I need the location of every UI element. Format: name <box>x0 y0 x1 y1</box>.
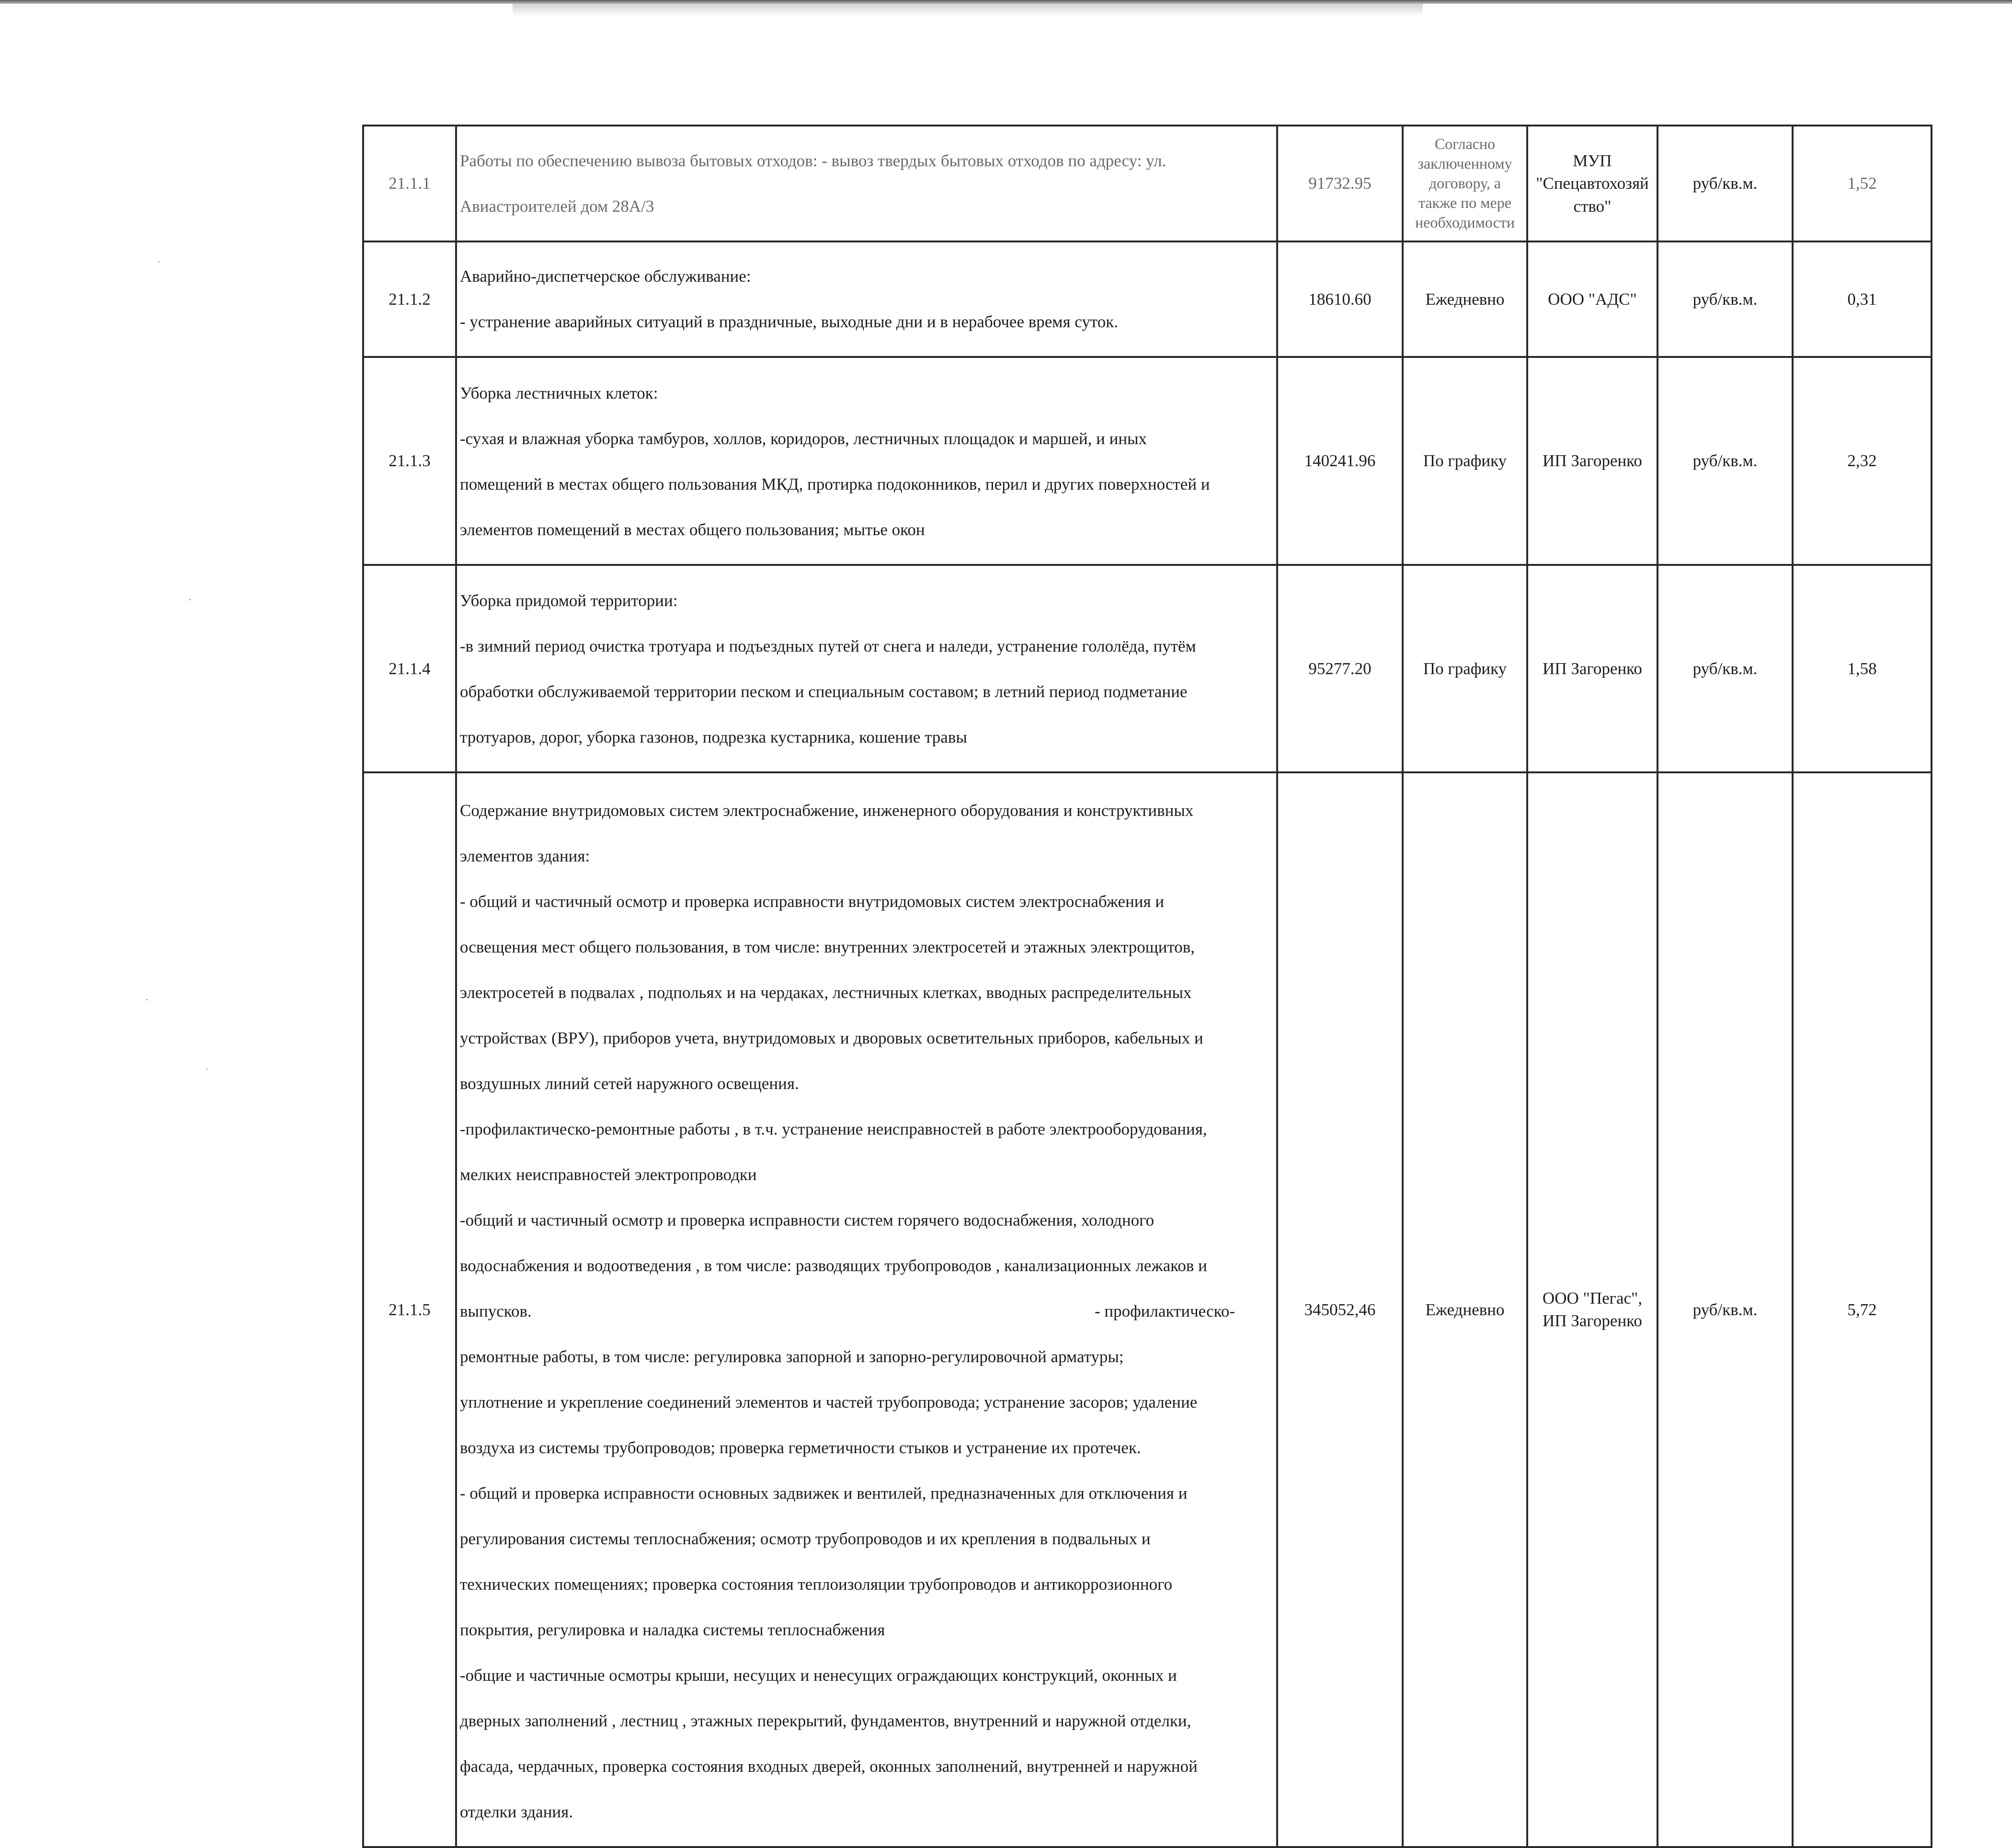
description-line: ремонтные работы, в том числе: регулировка запорной и запорно-регулировочной арматуры; <box>460 1347 1124 1366</box>
row-unit: руб/кв.м. <box>1658 565 1793 773</box>
executor-line: "Спецавтохозяй <box>1536 174 1649 193</box>
row-unit: руб/кв.м. <box>1658 241 1793 357</box>
description-line: дверных заполнений , лестниц , этажных перекрытий, фундаментов, внутренний и наружной отделки, <box>460 1711 1191 1730</box>
row-number: 21.1.3 <box>363 357 456 565</box>
row-unit: руб/кв.м. <box>1658 772 1793 1847</box>
period-line: Ежедневно <box>1425 289 1505 309</box>
table-row <box>363 772 1932 1847</box>
row-unit: руб/кв.м. <box>1658 357 1793 565</box>
description-line: покрытия, регулировка и наладка системы теплоснабжения <box>460 1620 885 1639</box>
table-row <box>363 241 1932 357</box>
row-description <box>456 565 1277 773</box>
row-rate: 1,52 <box>1793 126 1932 241</box>
period-line: По графику <box>1423 451 1507 470</box>
description-line: отделки здания. <box>460 1802 573 1821</box>
table-row <box>363 126 1932 241</box>
description-line-tail: - профилактическо- <box>1094 1301 1235 1320</box>
description-line: -в зимний период очистка тротуара и подъездных путей от снега и наледи, устранение гололёда, путём <box>460 637 1196 655</box>
row-number: 21.1.1 <box>363 126 456 241</box>
row-executor <box>1527 565 1658 773</box>
row-unit: руб/кв.м. <box>1658 126 1793 241</box>
row-executor <box>1527 772 1658 1847</box>
row-period <box>1403 565 1527 773</box>
scan-top-edge <box>0 0 2012 4</box>
description-line: Авиастроителей дом 28А/3 <box>460 196 654 216</box>
row-amount: 91732.95 <box>1277 126 1403 241</box>
description-line: уплотнение и укрепление соединений элементов и частей трубопровода; устранение засоров; удаление <box>460 1392 1198 1412</box>
description-line: регулирования системы теплоснабжения; осмотр трубопроводов и их крепления в подвальных и <box>460 1529 1151 1548</box>
description-line: -профилактическо-ремонтные работы , в т.ч. устранение неисправностей в работе электрооборудования, <box>460 1119 1207 1138</box>
executor-line: ООО "Пегас", <box>1542 1288 1643 1308</box>
table-row <box>363 357 1932 565</box>
scan-shadow <box>513 4 1423 16</box>
description-line: мелких неисправностей электропроводки <box>460 1165 757 1184</box>
period-line: заключенному <box>1418 155 1512 172</box>
row-rate: 1,58 <box>1793 565 1932 773</box>
row-number: 21.1.4 <box>363 565 456 773</box>
description-line: Аварийно-диспетчерское обслуживание: <box>460 267 751 286</box>
description-line: освещения мест общего пользования, в том числе: внутренних электросетей и этажных электрощитов, <box>460 937 1195 956</box>
description-line: электросетей в подвалах , подпольях и на чердаках, лестничных клетках, вводных распределительных <box>460 983 1192 1002</box>
row-amount: 140241.96 <box>1277 357 1403 565</box>
description-line: - общий и проверка исправности основных задвижек и вентилей, предназначенных для отключения и <box>460 1483 1188 1503</box>
row-period <box>1403 357 1527 565</box>
executor-line: МУП <box>1573 151 1612 170</box>
row-description <box>456 357 1277 565</box>
row-executor <box>1527 126 1658 241</box>
description-line: Уборка лестничных клеток: <box>460 383 658 402</box>
description-line: -общий и частичный осмотр и проверка исправности систем горячего водоснабжения, холодного <box>460 1210 1155 1229</box>
description-line: воздушных линий сетей наружного освещения. <box>460 1074 799 1093</box>
row-number: 21.1.5 <box>363 772 456 1847</box>
description-line: помещений в местах общего пользования МКД, протирка подоконников, перил и других поверхностей и <box>460 474 1210 494</box>
row-period <box>1403 241 1527 357</box>
row-amount: 18610.60 <box>1277 241 1403 357</box>
description-line: обработки обслуживаемой территории песком и специальным составом; в летний период подметание <box>460 682 1188 701</box>
period-line: Согласно <box>1434 135 1496 153</box>
description-line: фасада, чердачных, проверка состояния входных дверей, оконных заполнений, внутренней и наружной <box>460 1756 1198 1776</box>
description-line: тротуаров, дорог, уборка газонов, подрезка кустарника, кошение травы <box>460 728 967 746</box>
description-line: - устранение аварийных ситуаций в праздничные, выходные дни и в нерабочее время суток. <box>460 312 1118 331</box>
executor-line: ИП Загоренко <box>1543 451 1642 470</box>
row-period <box>1403 772 1527 1847</box>
description-line: устройствах (ВРУ), приборов учета, внутридомовых и дворовых осветительных приборов, кабельных и <box>460 1028 1203 1047</box>
scan-speck <box>158 261 160 263</box>
description-line: воздуха из системы трубопроводов; проверка герметичности стыков и устранение их протечек. <box>460 1438 1141 1457</box>
description-line: -сухая и влажная уборка тамбуров, холлов, коридоров, лестничных площадок и маршей, и иных <box>460 429 1147 448</box>
period-line: Ежедневно <box>1425 1300 1505 1319</box>
row-description <box>456 126 1277 241</box>
description-line: Работы по обеспечению вывоза бытовых отходов: - вывоз твердых бытовых отходов по адресу: ул. <box>460 151 1166 170</box>
description-line: Уборка придомой территории: <box>460 591 678 610</box>
executor-line: ИП Загоренко <box>1543 1311 1642 1331</box>
executor-line: ИП Загоренко <box>1543 659 1642 678</box>
row-amount: 95277.20 <box>1277 565 1403 773</box>
row-description <box>456 241 1277 357</box>
table-row <box>363 565 1932 773</box>
executor-line: ООО "АДС" <box>1548 289 1637 309</box>
row-period <box>1403 126 1527 241</box>
period-line: также по мере <box>1418 194 1511 212</box>
description-line-start: выпусков. <box>460 1301 532 1320</box>
description-line <box>460 1300 1273 1323</box>
row-number: 21.1.2 <box>363 241 456 357</box>
description-line: -общие и частичные осмотры крыши, несущих и ненесущих ограждающих конструкций, оконных и <box>460 1665 1177 1685</box>
description-line: водоснабжения и водоотведения , в том числе: разводящих трубопроводов , канализационных лежаков и <box>460 1256 1207 1275</box>
description-line: - общий и частичный осмотр и проверка исправности внутридомовых систем электроснабжения и <box>460 892 1165 911</box>
row-rate: 0,31 <box>1793 241 1932 357</box>
services-table <box>362 125 1932 1848</box>
period-line: По графику <box>1423 659 1507 678</box>
row-amount: 345052,46 <box>1277 772 1403 1847</box>
scan-speck <box>146 999 148 1000</box>
executor-line: ство" <box>1573 196 1612 216</box>
row-description <box>456 772 1277 1847</box>
description-line: элементов помещений в местах общего пользования; мытье окон <box>460 520 925 539</box>
period-line: договору, а <box>1429 174 1501 192</box>
row-executor <box>1527 241 1658 357</box>
row-executor <box>1527 357 1658 565</box>
description-line: технических помещениях; проверка состояния теплоизоляции трубопроводов и антикоррозионного <box>460 1574 1173 1594</box>
scan-speck <box>189 599 191 600</box>
period-line: необходимости <box>1415 214 1515 231</box>
row-rate: 5,72 <box>1793 772 1932 1847</box>
description-line: Содержание внутридомовых систем электроснабжение, инженерного оборудования и конструктивных <box>460 801 1194 820</box>
row-rate: 2,32 <box>1793 357 1932 565</box>
scan-speck <box>206 1068 207 1070</box>
description-line: элементов здания: <box>460 846 590 865</box>
